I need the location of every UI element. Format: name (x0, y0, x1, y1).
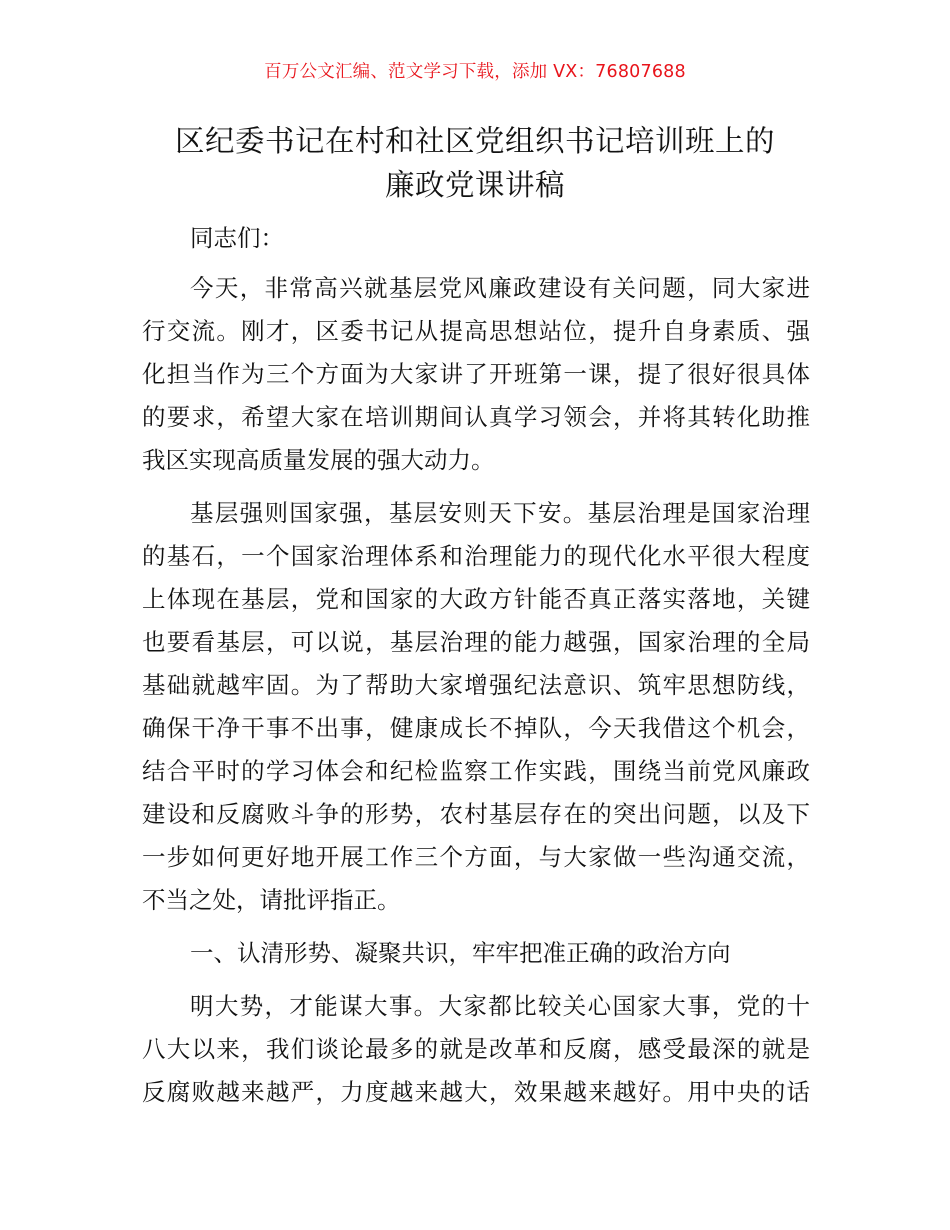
paragraph-line: 上体现在基层，党和国家的大政方针能否真正落实落地，关键 (142, 585, 810, 613)
paragraph-line: 反腐败越来越严，力度越来越大，效果越来越好。用中央的话 (142, 1078, 810, 1106)
paragraph-line: 建设和反腐败斗争的形势，农村基层存在的突出问题，以及下 (142, 800, 810, 828)
paragraph-line: 结合平时的学习体会和纪检监察工作实践，围绕当前党风廉政 (142, 757, 810, 785)
salutation: 同志们： (190, 224, 284, 252)
paragraph-line: 行交流。刚才，区委书记从提高思想站位，提升自身素质、强 (142, 317, 810, 345)
paragraph-line: 确保干净干事不出事，健康成长不掉队，今天我借这个机会， (142, 714, 810, 742)
section-heading: 一、认清形势、凝聚共识，牢牢把准正确的政治方向 (190, 939, 731, 967)
paragraph-line: 基础就越牢固。为了帮助大家增强纪法意识、筑牢思想防线， (142, 671, 810, 699)
document-title-line-2: 廉政党课讲稿 (384, 168, 565, 202)
paragraph-line: 基层强则国家强，基层安则天下安。基层治理是国家治理 (190, 499, 810, 527)
paragraph-line: 我区实现高质量发展的强大动力。 (142, 446, 495, 474)
paragraph-line: 化担当作为三个方面为大家讲了开班第一课，提了很好很具体 (142, 360, 810, 388)
paragraph-line: 今天，非常高兴就基层党风廉政建设有关问题，同大家进 (190, 274, 810, 302)
paragraph-line: 也要看基层，可以说，基层治理的能力越强，国家治理的全局 (142, 628, 810, 656)
document-title-line-1: 区纪委书记在村和社区党组织书记培训班上的 (174, 124, 775, 158)
watermark-header: 百万公文汇编、范文学习下载，添加 VX：76807688 (264, 62, 686, 82)
paragraph-line: 的要求，希望大家在培训期间认真学习领会，并将其转化助推 (142, 403, 810, 431)
paragraph-line: 不当之处，请批评指正。 (142, 886, 401, 914)
paragraph-line: 的基石，一个国家治理体系和治理能力的现代化水平很大程度 (142, 542, 810, 570)
paragraph-line: 八大以来，我们谈论最多的就是改革和反腐，感受最深的就是 (142, 1035, 810, 1063)
paragraph-line: 一步如何更好地开展工作三个方面，与大家做一些沟通交流， (142, 843, 810, 871)
paragraph-line: 明大势，才能谋大事。大家都比较关心国家大事，党的十 (190, 992, 810, 1020)
